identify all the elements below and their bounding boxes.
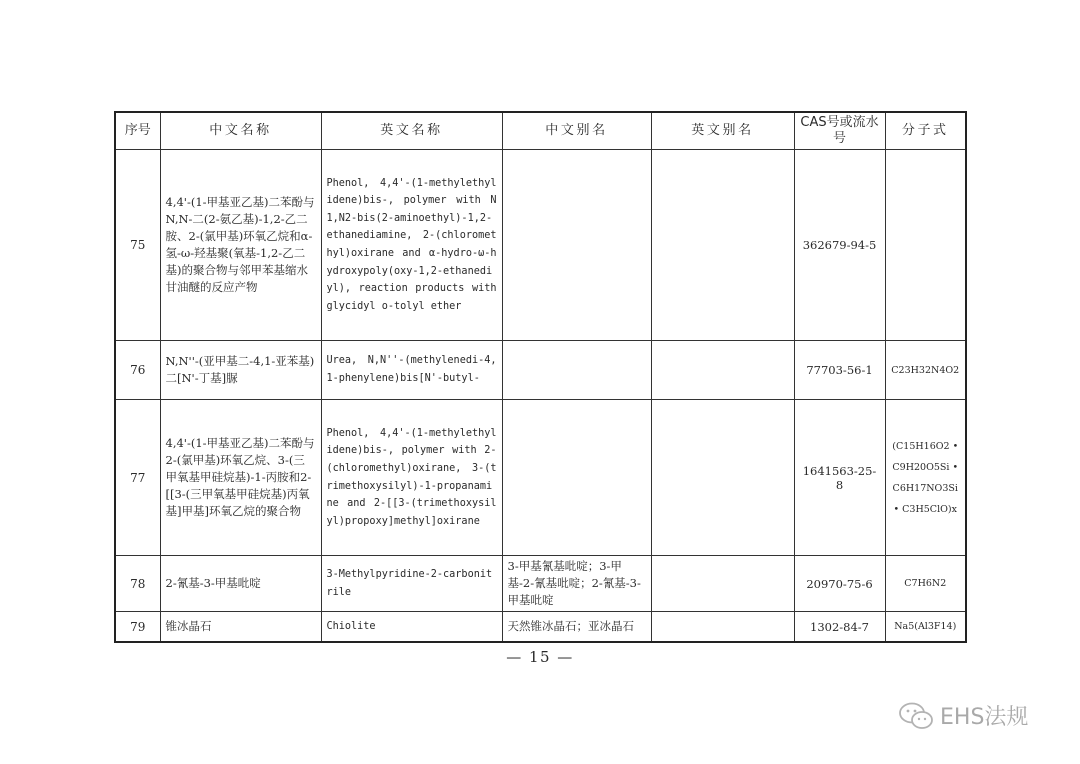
row-seq: 76 [115,341,160,400]
formula-line: C9H20O5Si • [892,461,959,473]
row-formula [885,150,966,341]
table-header-row [115,112,966,150]
header-seq: 序号 [115,112,160,150]
row-seq: 79 [115,612,160,643]
row-formula [885,400,966,556]
row-en-alias [651,556,794,612]
formula-line: C6H17NO3Si [892,482,958,494]
row-en-alias [651,150,794,341]
watermark [898,700,1028,731]
header-cas: CAS号或流水号 [794,112,885,150]
row-cn-alias: 天然锥冰晶石；亚冰晶石 [502,612,651,643]
table-row [115,341,966,400]
page-number: — 15 — [506,648,574,666]
watermark-text: EHS法规 [940,705,1029,730]
row-cn-name: 4,4'-(1-甲基亚乙基)二苯酚与2-(氯甲基)环氧乙烷、3-(三甲氧基甲硅烷基)-1-丙胺和2-[[3-(三甲氧基甲硅烷基)丙氧基]甲基]环氧乙烷的聚合物 [160,400,321,556]
row-cn-alias [502,341,651,400]
header-cn-name: 中文名称 [160,112,321,150]
row-en-name: Phenol, 4,4'-(1-methylethylidene)bis-, polymer with N1,N2-bis(2-aminoethyl)-1,2-ethanediamine, 2-(chloromethyl)oxirane and α-hydro-ω-hydroxypoly(oxy-1,2-ethanediyl), reaction products with glycidyl o-tolyl ether [321,150,502,341]
row-en-name: Urea, N,N''-(methylenedi-4,1-phenylene)bis[N'-butyl- [321,341,502,400]
row-cas: 1302-84-7 [794,612,885,643]
row-en-name: 3-Methylpyridine-2-carbonitrile [321,556,502,612]
table-row [115,556,966,612]
row-cn-alias: 3-甲基氰基吡啶；3-甲基-2-氰基吡啶；2-氰基-3-甲基吡啶 [502,556,651,612]
row-cn-name: N,N''-(亚甲基二-4,1-亚苯基)二[N'-丁基]脲 [160,341,321,400]
row-en-alias [651,341,794,400]
row-cas: 77703-56-1 [794,341,885,400]
row-formula: C7H6N2 [885,556,966,612]
row-seq: 77 [115,400,160,556]
row-seq: 78 [115,556,160,612]
table-row [115,400,966,556]
row-formula: C23H32N4O2 [885,341,966,400]
formula-line: (C15H16O2 • [892,440,959,452]
formula-line: • C3H5ClO)x [893,503,957,515]
chemical-inventory-table [114,111,967,643]
row-en-name: Phenol, 4,4'-(1-methylethylidene)bis-, polymer with 2-(chloromethyl)oxirane, 3-(trimethoxysilyl)-1-propanamine and 2-[[3-(trimethoxysilyl)propoxy]methyl]oxirane [321,400,502,556]
row-cn-name: 4,4'-(1-甲基亚乙基)二苯酚与 N,N-二(2-氨乙基)-1,2-乙二胺、2-(氯甲基)环氧乙烷和α-氢-ω-羟基聚(氧基-1,2-乙二基)的聚合物与邻甲苯基缩水甘油醚的反应产物 [160,150,321,341]
header-en-alias: 英文别名 [651,112,794,150]
row-cn-alias [502,150,651,341]
header-formula: 分子式 [885,112,966,150]
row-seq: 75 [115,150,160,341]
table-row [115,612,966,643]
row-cn-alias [502,400,651,556]
header-en-name: 英文名称 [321,112,502,150]
table-row [115,150,966,341]
row-formula: Na5(Al3F14) [885,612,966,643]
row-en-alias [651,612,794,643]
row-cas: 1641563-25-8 [794,400,885,556]
row-cas: 362679-94-5 [794,150,885,341]
row-cas: 20970-75-6 [794,556,885,612]
wechat-icon [898,701,934,731]
row-cn-name: 锥冰晶石 [160,612,321,643]
row-en-alias [651,400,794,556]
row-cn-name: 2-氰基-3-甲基吡啶 [160,556,321,612]
row-en-name: Chiolite [321,612,502,643]
header-cn-alias: 中文别名 [502,112,651,150]
